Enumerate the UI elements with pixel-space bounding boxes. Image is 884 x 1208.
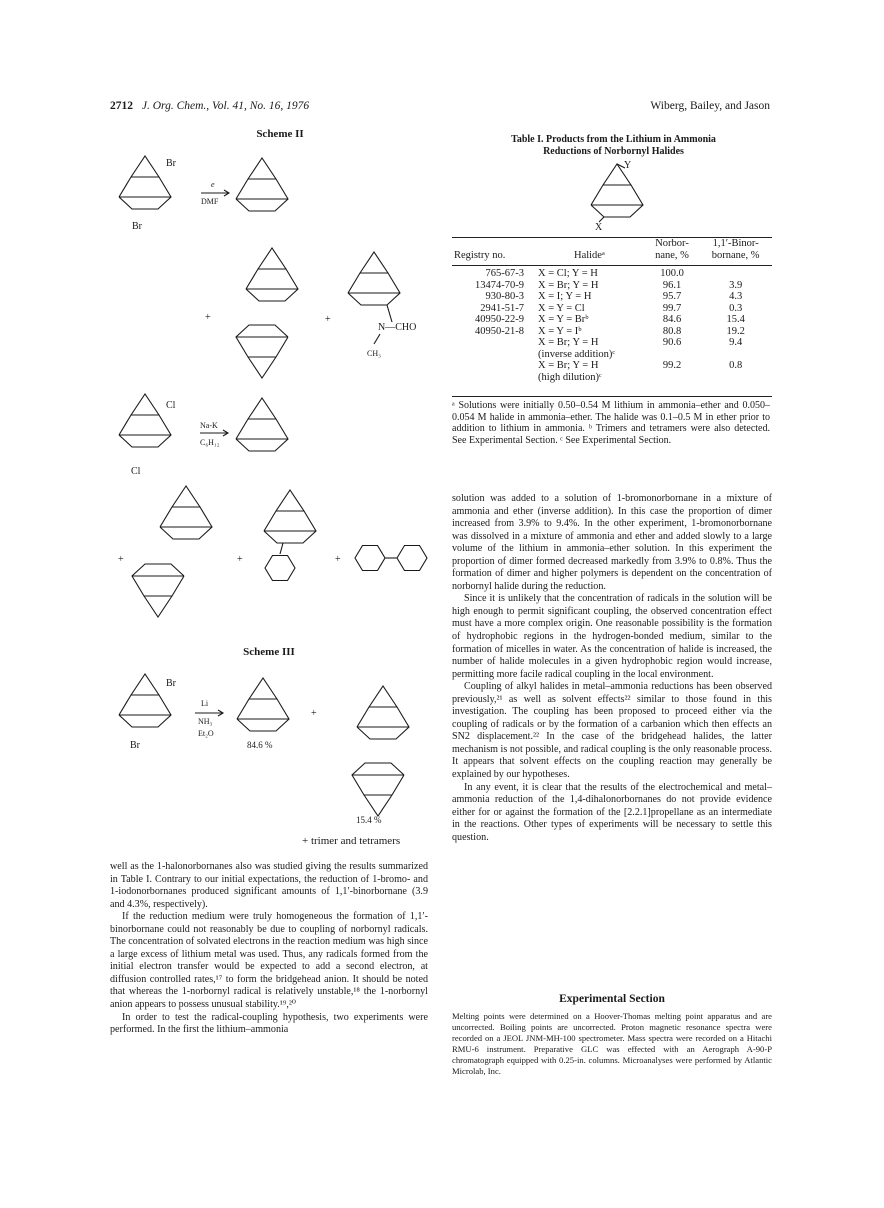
table-row	[452, 360, 772, 372]
binorbornane-cell: 4.3	[729, 291, 743, 302]
halide-cell: X = Br; Y = H	[538, 337, 599, 348]
scheme2-br-top: Br	[166, 158, 176, 169]
col-registry: Registry no.	[454, 249, 506, 261]
right-column-text	[452, 493, 772, 844]
scheme2-reagent-c6h12: C₆H₁₂	[200, 438, 220, 447]
right-paragraph-4: In any event, it is clear that the results of the electrochemical and metal–ammonia reduction of the 1,4-dihalonorbornanes do not provide evidence either for or against the formation of the [2.2.1]propellane as an intermediate in the reactions. Other types of experiments will be necessary to settle this question.	[452, 781, 772, 843]
halide-cell: X = Y = Brᵇ	[538, 314, 589, 325]
scheme3-trimer-text: + trimer and tetramers	[302, 835, 401, 847]
registry-cell	[452, 337, 534, 349]
binorbornane-cell: 9.4	[729, 337, 743, 348]
scheme2-plus-2: +	[325, 314, 331, 325]
table-row	[452, 280, 772, 292]
left-column-text	[110, 861, 428, 1037]
registry-cell: 40950-22-9	[475, 314, 525, 325]
scheme2-cl-top: Cl	[166, 400, 176, 411]
scheme-3-title: Scheme III	[243, 646, 295, 658]
registry-cell	[452, 360, 534, 372]
norbornane-cell: 95.7	[662, 291, 682, 302]
halide-cell: X = Br; Y = H	[538, 360, 599, 371]
scheme2-nch: N—CHO	[378, 322, 417, 333]
table-row	[452, 303, 772, 315]
scheme2-plus-4: +	[237, 554, 243, 565]
left-paragraph-3: In order to test the radical-coupling hypothesis, two experiments were performed. In the first the lithium–ammonia	[110, 1011, 428, 1036]
halide-cell: X = Y = Cl	[538, 302, 585, 314]
scheme2-plus-5: +	[335, 554, 341, 565]
registry-cell: 2941-51-7	[480, 302, 525, 314]
scheme3-reagent-li: Li	[201, 699, 209, 708]
scheme2-cl-bottom: Cl	[131, 466, 141, 477]
scheme2-br-bottom: Br	[132, 221, 142, 232]
scheme-2-title: Scheme II	[256, 128, 304, 140]
table-footnote: ᵃ Solutions were initially 0.50–0.54 M lithium in ammonia–ether and 0.050–0.054 M halide in ammonia–ether. The halide was 0.1–0.5 M in ether prior to addition to lithium in ammonia. ᵇ Trimers and tetramers were also detected. See Experimental Section. ᶜ See Experimental Section.	[452, 400, 770, 446]
binorbornane-cell: 15.4	[726, 314, 745, 325]
binorbornane-cell: 19.2	[726, 325, 745, 337]
scheme3-yield-2: 15.4 %	[356, 815, 382, 825]
binorbornane-cell: 0.3	[729, 302, 743, 314]
registry-cell: 13474-70-9	[475, 279, 525, 291]
scheme3-reagent-nh3: NH₃	[198, 717, 213, 726]
binorbornane-cell: 0.8	[729, 360, 743, 371]
halide-cell: X = I; Y = H	[538, 291, 592, 302]
table-structure-diagram	[0, 0, 884, 240]
binorbornane-cell	[699, 349, 772, 361]
registry-cell: 765-67-3	[485, 268, 525, 279]
table-bottom-rule	[452, 396, 772, 397]
halide-cell: (inverse addition)ᶜ	[538, 348, 616, 360]
col-halide: Halideᵃ	[573, 249, 605, 261]
norbornane-cell: 100.0	[660, 268, 684, 279]
norbornane-cell: 99.7	[662, 302, 682, 314]
halide-cell: (high dilution)ᶜ	[538, 371, 602, 383]
norbornane-cell: 84.6	[662, 314, 682, 325]
registry-cell: 930-80-3	[485, 291, 525, 302]
left-paragraph-2: If the reduction medium were truly homogeneous the formation of 1,1′-binorbornane could not reasonably be due to coupling of norbornyl radicals. The concentration of solvated electrons in the reaction medium was high since a large excess of lithium metal was used. Thus, any radicals formed from the initial electron transfer would be expected to add a second electron, at diffusion controlled rates,¹⁷ to form the bridgehead anion. It should be noted that whereas the 1-norbornyl radical is relatively unstable,¹⁸ the 1-norbornyl anion appears to possess unusual stability.¹⁹,²⁰	[110, 911, 428, 1011]
binorbornane-cell: 3.9	[729, 279, 743, 291]
norbornane-cell: 90.6	[662, 337, 682, 348]
table-row	[452, 314, 772, 326]
table-row	[452, 268, 772, 280]
table-label-y: Y	[624, 160, 632, 171]
registry-cell: 40950-21-8	[475, 325, 525, 337]
right-paragraph-1: solution was added to a solution of 1-bromonorbornane in a mixture of ammonia and ether (inverse addition). In this case the proportion of dimer increased from 3.9% to 9.4%. In the other experiment, 1-bromonorbornane was dissolved in a mixture of ammonia and ether and added slowly to a large volume of the lithium in ammonia–ether solution. In this experiment the proportion of dimer formed decreased markedly from 3.9% to 0.8%. Thus the formation of dimer and higher polymers is dependent on the concentration of norbornyl halide during the reduction.	[452, 493, 772, 592]
halide-cell: X = Cl; Y = H	[538, 268, 598, 279]
table-row	[452, 337, 772, 349]
norbornane-cell: 99.2	[662, 360, 682, 371]
left-paragraph-1: well as the 1-halonorbornanes also was studied giving the results summarized in Table I. Contrary to our initial expectations, the reduction of 1-bromo- and 1-iodonorbornanes produced significant amounts of 1,1′-binorbornane (3.9 and 4.3%, respectively).	[110, 861, 428, 910]
table-title-line-1: Table I. Products from the Lithium in Ammonia	[511, 134, 716, 145]
binorbornane-cell	[699, 268, 772, 280]
scheme3-plus: +	[311, 708, 317, 719]
table-title-line-2: Reductions of Norbornyl Halides	[543, 146, 684, 157]
halide-cell: X = Y = Iᵇ	[538, 325, 582, 337]
experimental-section-heading: Experimental Section	[559, 993, 665, 1005]
page-number: 2712	[110, 100, 133, 112]
norbornane-cell: 96.1	[662, 279, 682, 291]
right-paragraph-3: Coupling of alkyl halides in metal–ammonia reductions has been observed previously,²¹ as well as solvent effects²² similar to those found in this investigation. The coupling has been proposed to proceed either via the coupling of radicals or by the formation of a carbanion which then effects an SN2 displacement.²² In the case of the bridgehead halides, the latter mechanism is not possible, and radical coupling is the only reasonable process. It appears that solvent effects on the coupling reaction may generally be explained by our hypotheses.	[452, 681, 772, 781]
running-header-authors: Wiberg, Bailey, and Jason	[650, 100, 770, 112]
binorbornane-cell	[699, 372, 772, 384]
halide-cell: X = Br; Y = H	[538, 279, 599, 291]
scheme2-ch3: CH₃	[367, 349, 381, 358]
norbornane-cell	[645, 349, 699, 361]
table-row	[452, 291, 772, 303]
scheme3-reagent-et2o: Et₂O	[198, 729, 214, 738]
col-norbornane: Norbor- nane, %	[655, 238, 689, 261]
table-label-x: X	[595, 222, 603, 233]
norbornane-cell: 80.8	[662, 325, 682, 337]
scheme3-yield-1: 84.6 %	[247, 740, 273, 750]
scheme2-plus-3: +	[118, 554, 124, 565]
scheme2-plus-1: +	[205, 312, 211, 323]
scheme2-reagent-e: e	[211, 180, 215, 189]
table-header-row	[452, 238, 772, 263]
scheme2-reagent-nak: Na-K	[200, 421, 218, 430]
registry-cell	[452, 349, 534, 361]
experimental-section-text: Melting points were determined on a Hoover-Thomas melting point apparatus and are uncorrected. Boiling points are uncorrected. Proton magnetic resonance spectra were recorded on a JEOL JNM-MH-100 spectrometer. Mass spectra were recorded on a Hitachi RMU-6 instrument. Preparative GLC was effected with an Aerograph A-90-P chromatograph equipped with 0.25-in. columns. Microanalyses were performed by Atlantic Microlab, Inc.	[452, 1011, 772, 1076]
scheme3-br-bottom: Br	[130, 740, 140, 751]
scheme3-br-top: Br	[166, 678, 176, 689]
norbornane-cell	[645, 372, 699, 384]
table-row	[452, 326, 772, 338]
registry-cell	[452, 372, 534, 384]
col-binorbornane: 1,1′-Binor- bornane, %	[711, 238, 760, 261]
table-row	[452, 349, 772, 361]
right-paragraph-2: Since it is unlikely that the concentration of radicals in the solution will be high enough to permit significant coupling, the observed concentration effect must have a more complex origin. One reasonable possibility is the formation of hydrophobic regions in the hydrogen-bonded medium, similar to the formation of micelles in water. As the concentration of halide is increased, the number of halide molecules in a given hydrophobic region would increase, permitting more facile radical coupling in the local environment.	[452, 593, 772, 680]
journal-citation: J. Org. Chem., Vol. 41, No. 16, 1976	[141, 100, 310, 112]
table-row	[452, 372, 772, 384]
products-table	[452, 238, 772, 383]
scheme2-reagent-dmf: DMF	[201, 197, 219, 206]
